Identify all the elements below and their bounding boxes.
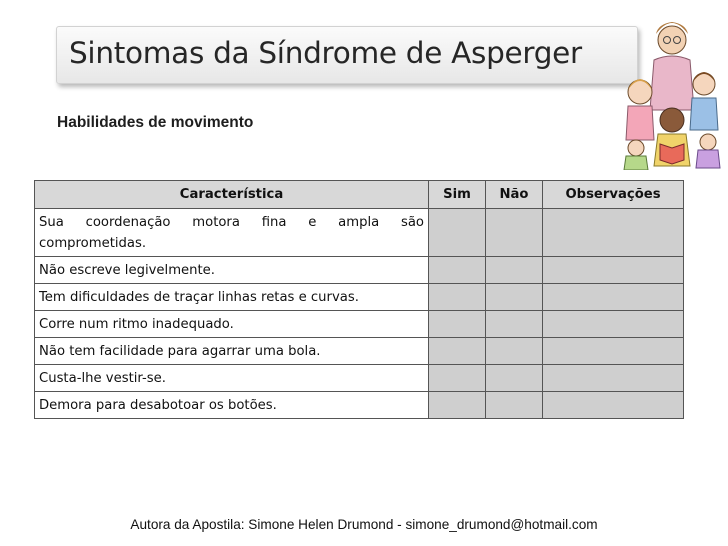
header-nao: Não (486, 181, 543, 209)
observacoes-cell[interactable] (543, 284, 684, 311)
row-characteristic: Não escreve legivelmente. (35, 257, 429, 284)
observacoes-cell[interactable] (543, 209, 684, 257)
slide-title: Sintomas da Síndrome de Asperger (69, 36, 582, 70)
row-characteristic: Demora para desabotoar os botões. (35, 392, 429, 419)
header-characteristic: Característica (35, 181, 429, 209)
row-characteristic: Corre num ritmo inadequado. (35, 311, 429, 338)
sim-cell[interactable] (429, 392, 486, 419)
nao-cell[interactable] (486, 392, 543, 419)
section-subtitle: Habilidades de movimento (57, 114, 254, 131)
observacoes-cell[interactable] (543, 392, 684, 419)
sim-cell[interactable] (429, 257, 486, 284)
table-row (35, 284, 684, 311)
nao-cell[interactable] (486, 257, 543, 284)
sim-cell[interactable] (429, 311, 486, 338)
sim-cell[interactable] (429, 209, 486, 257)
row-characteristic: Não tem facilidade para agarrar uma bola. (35, 338, 429, 365)
table-row (35, 209, 684, 257)
sim-cell[interactable] (429, 365, 486, 392)
row-characteristic: Custa-lhe vestir-se. (35, 365, 429, 392)
observacoes-cell[interactable] (543, 257, 684, 284)
footer-credit: Autora da Apostila: Simone Helen Drumond - simone_drumond@hotmail.com (130, 517, 598, 532)
table-row (35, 392, 684, 419)
table-row (35, 365, 684, 392)
header-sim: Sim (429, 181, 486, 209)
row-characteristic: Tem dificuldades de traçar linhas retas e curvas. (35, 284, 429, 311)
header-observacoes: Observações (543, 181, 684, 209)
table-header-row (35, 181, 684, 209)
symptoms-table (34, 180, 684, 419)
nao-cell[interactable] (486, 311, 543, 338)
observacoes-cell[interactable] (543, 338, 684, 365)
row-characteristic: Sua coordenação motora fina e ampla são comprometidas. (35, 209, 429, 257)
observacoes-cell[interactable] (543, 311, 684, 338)
nao-cell[interactable] (486, 284, 543, 311)
sim-cell[interactable] (429, 338, 486, 365)
observacoes-cell[interactable] (543, 365, 684, 392)
nao-cell[interactable] (486, 338, 543, 365)
table-row (35, 257, 684, 284)
nao-cell[interactable] (486, 365, 543, 392)
title-bar (56, 26, 638, 84)
sim-cell[interactable] (429, 284, 486, 311)
nao-cell[interactable] (486, 209, 543, 257)
table-row (35, 311, 684, 338)
table-row (35, 338, 684, 365)
children-reading-illustration (620, 10, 722, 170)
